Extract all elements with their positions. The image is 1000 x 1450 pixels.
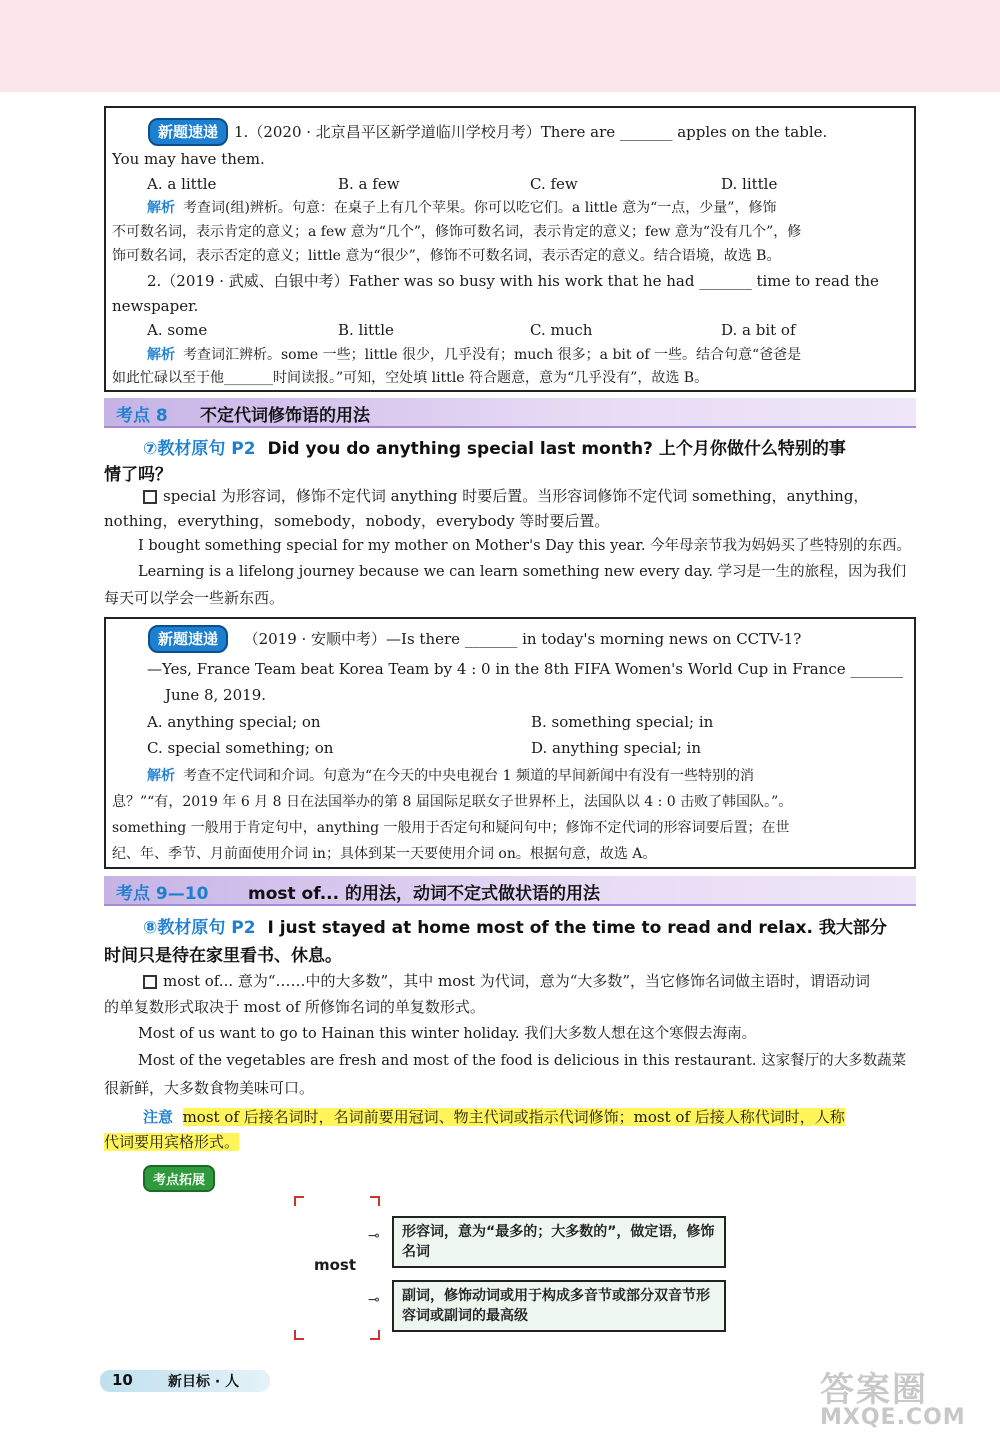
diagram-root-label: most [314, 1256, 357, 1274]
q3-option-d: D. anything special; in [531, 739, 702, 757]
new-question-badge: 新题速递 [148, 118, 228, 146]
q2-option-a: A. some [147, 321, 208, 339]
q3-analysis-1: 解析 考查不定代词和介词。句意为“在今天的中央电视台 1 频道的早间新闻中有没有一些特别的消 [147, 768, 754, 784]
textbook-sentence-8-cont: 时间只是待在家里看书、休息。 [104, 946, 342, 966]
q3-stem-2: —Yes, France Team beat Korea Team by 4 : 0 in the 8th FIFA Women's World Cup in France _______ [147, 660, 903, 678]
note-2: 代词要用宾格形式。 [104, 1133, 240, 1151]
q3-option-a: A. anything special; on [147, 713, 321, 731]
example-7-3: 每天可以学会一些新东西。 [104, 589, 285, 607]
diagram-branch-adverb: 副词，修饰动词或用于构成多音节或部分双音节形容词或副词的最高级 [392, 1280, 726, 1332]
new-question-badge: 新题速递 [148, 625, 228, 653]
explain-8-1: most of... 意为“……中的大多数”，其中 most 为代词，意为“大多数”，当它修饰名词做主语时，谓语动词 [143, 970, 870, 992]
explain-7-1: special 为形容词，修饰不定代词 anything 时要后置。当形容词修饰不定代词 something，anything， [143, 485, 868, 507]
q2-option-c: C. much [530, 321, 593, 339]
q3-option-b: B. something special; in [531, 713, 714, 731]
top-margin-band [0, 0, 1000, 92]
q2-option-d: D. a bit of [721, 321, 796, 339]
watermark-logo: 答案圈 MXQE.COM [820, 1370, 966, 1430]
q1-option-d: D. little [721, 175, 778, 193]
q1-analysis-3: 饰可数名词，表示否定的意义；little 意为“很少”，修饰不可数名词，表示否定的意义。结合语境，故选 B。 [112, 248, 781, 264]
q3-analysis-4: 纪、年、季节、月前面使用介词 in；具体到某一天要使用介词 on。根据句意，故选 A。 [112, 846, 657, 862]
explain-7-2: nothing，everything，somebody，nobody，everybody 等时要后置。 [104, 512, 610, 530]
q2-analysis-1: 解析 考查词汇辨析。some 一些；little 很少，几乎没有；much 很多；a bit of 一些。结合句意“爸爸是 [147, 347, 802, 363]
textbook-sentence-7: ⑦教材原句 P2 Did you do anything special last month? 上个月你做什么特别的事 [143, 439, 846, 459]
q1-option-c: C. few [530, 175, 578, 193]
example-8-3: 很新鲜，大多数食物美味可口。 [104, 1079, 315, 1097]
q3-analysis-2: 息？”“有，2019 年 6 月 8 日在法国举办的第 8 届国际足联女子世界杯上，法国队以 4 : 0 击败了韩国队。”。 [112, 794, 793, 810]
q2-stem-cont: newspaper. [112, 297, 199, 315]
section-title: 不定代词修饰语的用法 [200, 406, 370, 426]
q3-stem-3: June 8, 2019. [165, 686, 267, 704]
q3-option-c: C. special something; on [147, 739, 334, 757]
connector-icon: ⊸ [368, 1292, 380, 1308]
diagram-branch-adjective: 形容词，意为“最多的；大多数的”，做定语，修饰名词 [392, 1216, 726, 1268]
page-number: 10 [112, 1371, 133, 1389]
example-7-1: I bought something special for my mother on Mother's Day this year. 今年母亲节我为妈妈买了些特别的东西。 [138, 538, 912, 554]
q2-option-b: B. little [338, 321, 394, 339]
square-bullet-icon [143, 975, 157, 989]
q1-stem: 新题速递 1.（2020 · 北京昌平区新学道临川学校月考）There are _______ apples on the table. [148, 118, 827, 146]
q1-analysis-1: 解析 考查词(组)辨析。句意：在桌子上有几个苹果。你可以吃它们。a little 意为“一点，少量”，修饰 [147, 200, 777, 216]
q1-option-a: A. a little [147, 175, 217, 193]
note-1: 注意 most of 后接名词时，名词前要用冠词、物主代词或指示代词修饰；most of 后接人称代词时，人称 [143, 1108, 845, 1126]
explain-8-2: 的单复数形式取决于 most of 所修饰名词的单复数形式。 [104, 998, 485, 1016]
diagram-root-frame [294, 1196, 380, 1340]
textbook-sentence-8: ⑧教材原句 P2 I just stayed at home most of the time to read and relax. 我大部分 [143, 918, 887, 938]
section-header-8 [104, 398, 916, 428]
example-7-2: Learning is a lifelong journey because we can learn something new every day. 学习是一生的旅程，因为我们 [138, 564, 907, 580]
section-header-9-10 [104, 876, 916, 906]
q2-stem: 2.（2019 · 武威、白银中考）Father was so busy with his work that he had _______ time to read the [147, 272, 879, 290]
q2-analysis-2: 如此忙碌以至于他_______时间读报。”可知，空处填 little 符合题意，意为“几乎没有”，故选 B。 [112, 370, 709, 386]
section-title: most of... 的用法，动词不定式做状语的用法 [248, 884, 600, 904]
section-label: 考点 9—10 [116, 884, 209, 904]
q1-analysis-2: 不可数名词，表示肯定的意义；a few 意为“几个”，修饰可数名词，表示肯定的意义；few 意为“没有几个”，修 [112, 224, 802, 240]
example-8-1: Most of us want to go to Hainan this winter holiday. 我们大多数人想在这个寒假去海南。 [138, 1026, 757, 1042]
q3-stem: 新题速递 （2019 · 安顺中考）—Is there _______ in today's morning news on CCTV-1? [148, 625, 801, 653]
q1-stem-cont: You may have them. [112, 150, 265, 168]
book-title: 新目标 · 人 [168, 1374, 240, 1390]
square-bullet-icon [143, 490, 157, 504]
q3-analysis-3: something 一般用于肯定句中，anything 一般用于否定句和疑问句中；修饰不定代词的形容词要后置；在世 [112, 820, 790, 836]
page-footer [100, 1370, 270, 1392]
section-label: 考点 8 [116, 406, 168, 426]
extension-badge: 考点拓展 [143, 1165, 215, 1192]
q1-option-b: B. a few [338, 175, 400, 193]
example-8-2: Most of the vegetables are fresh and most of the food is delicious in this restaurant. 这家餐厅的大多数蔬菜 [138, 1053, 907, 1069]
connector-icon: ⊸ [368, 1228, 380, 1244]
textbook-sentence-7-cont: 情了吗？ [104, 465, 172, 485]
